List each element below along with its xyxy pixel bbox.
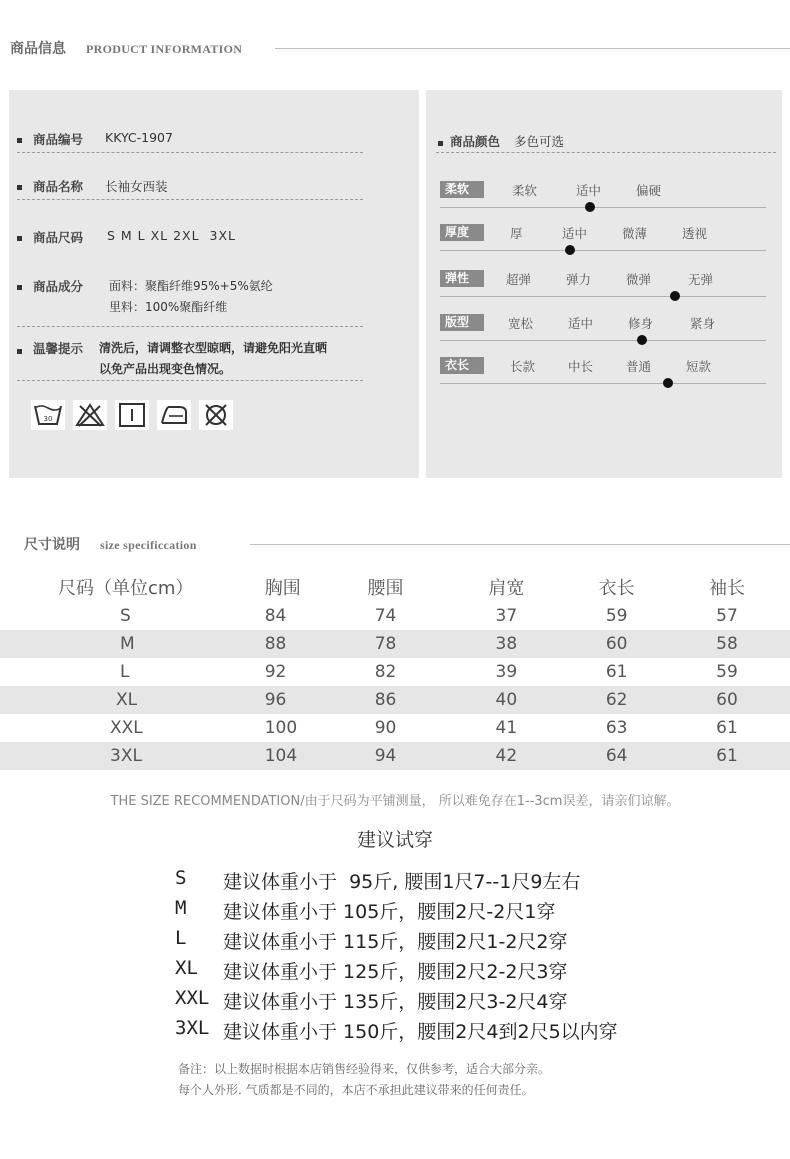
table-cell: S [0,602,265,630]
table-cell: 60 [569,630,664,658]
header-divider [275,48,790,49]
tip-label: 温馨提示 [33,341,84,356]
table-row [0,602,790,630]
table-row [0,630,790,658]
table-cell: M [0,630,265,658]
scale-option: 长款 [510,359,536,374]
recommend-item [175,957,568,987]
scale-fit [440,314,770,354]
table-cell: 64 [569,742,664,770]
code-value: KKYC-1907 [105,130,173,145]
remark-line-1: 备注：以上数据时根据本店销售经验得来，仅供参考，适合大部分亲。 [178,1062,551,1076]
table-cell: 42 [443,742,569,770]
product-info-panel [9,90,419,478]
scale-marker [670,291,680,301]
recommend-text: 建议体重小于 115斤，腰围2尺1-2尺2穿 [223,931,568,953]
bullet-icon [17,138,22,143]
recommend-size: M [175,897,187,919]
product-info-title-cn: 商品信息 [10,41,66,57]
table-cell: 57 [664,602,790,630]
scale-track [440,340,766,341]
size-label: 商品尺码 [33,230,84,245]
scale-option: 适中 [568,316,594,331]
fabric-label: 商品成分 [33,279,84,294]
bullet-icon [17,236,22,241]
table-cell: L [0,658,265,686]
recommend-item [175,867,581,897]
table-cell: 74 [328,602,444,630]
column-header: 衣长 [569,572,664,602]
scale-tag: 弹性 [440,270,484,287]
name-label: 商品名称 [33,179,84,194]
scale-option: 透视 [682,226,708,241]
size-spec-title-cn: 尺寸说明 [24,537,80,553]
tip-line-2: 以免产品出现变色情况。 [99,362,232,376]
table-cell: XL [0,686,265,714]
table-cell: 59 [569,602,664,630]
divider [17,152,363,153]
table-cell: 61 [569,658,664,686]
scale-track [440,207,766,208]
column-header: 袖长 [664,572,790,602]
recommend-text: 建议体重小于 105斤，腰围2尺-2尺1穿 [223,901,556,923]
iron-icon [157,400,191,430]
size-spec-title-en: size specificcation [100,538,197,552]
scale-track [440,250,766,251]
table-cell: 84 [265,602,328,630]
table-cell: 39 [443,658,569,686]
scale-option: 超弹 [506,272,532,287]
scale-option: 宽松 [508,316,534,331]
column-header: 尺码（单位cm） [0,572,265,602]
size-value: S M L XL 2XL 3XL [107,228,237,243]
recommend-list [175,867,618,1047]
table-cell: 59 [664,658,790,686]
table-cell: 96 [265,686,328,714]
scale-marker [585,202,595,212]
size-note: THE SIZE RECOMMENDATION/由于尺码为平铺测量， 所以难免存在1--3cm误差，请亲们谅解。 [110,794,680,809]
table-row [0,658,790,686]
scale-option: 偏硬 [636,183,662,198]
recommend-text: 建议体重小于 125斤，腰围2尺2-2尺3穿 [223,961,568,983]
scale-length [440,357,770,397]
table-cell: 100 [265,714,328,742]
recommend-item [175,1017,618,1047]
color-value: 多色可选 [514,134,565,149]
scale-marker [663,378,673,388]
product-info-title-en: PRODUCT INFORMATION [86,42,243,56]
scale-option: 微弹 [626,272,652,287]
scale-option: 普通 [626,359,652,374]
table-cell: 41 [443,714,569,742]
no-bleach-icon [73,400,107,430]
column-header: 胸围 [265,572,328,602]
tumble-dry-icon [115,400,149,430]
product-info-header [0,34,790,64]
scale-option: 适中 [562,226,588,241]
fabric-outer: 面料：聚酯纤维95%+5%氨纶 [109,279,273,293]
scale-option: 短款 [686,359,712,374]
column-header: 腰围 [328,572,444,602]
table-cell: 92 [265,658,328,686]
table-cell: 63 [569,714,664,742]
care-icons [31,400,233,430]
recommend-size: XXL [175,987,210,1009]
scale-option: 修身 [628,316,654,331]
recommend-text: 建议体重小于 150斤，腰围2尺4到2尺5以内穿 [223,1021,618,1043]
divider [17,199,363,200]
table-cell: 61 [664,714,790,742]
size-table [0,572,790,770]
fabric-lining: 里料：100%聚酯纤维 [109,300,228,314]
table-cell: 82 [328,658,444,686]
table-header-row [0,572,790,602]
recommend-size: S [175,867,187,889]
scale-option: 紧身 [690,316,716,331]
scale-tag: 柔软 [440,181,484,198]
scale-option: 微薄 [622,226,648,241]
column-header: 肩宽 [443,572,569,602]
table-row [0,686,790,714]
table-cell: 90 [328,714,444,742]
scale-marker [637,335,647,345]
bullet-icon [17,285,22,290]
name-value: 长袖女西装 [105,179,168,194]
table-cell: 86 [328,686,444,714]
recommend-text: 建议体重小于 135斤，腰围2尺3-2尺4穿 [223,991,568,1013]
table-cell: 104 [265,742,328,770]
recommend-size: 3XL [175,1017,210,1039]
scale-option: 适中 [576,183,602,198]
scale-option: 厚 [510,226,523,241]
scale-marker [565,245,575,255]
scale-track [440,383,766,384]
table-cell: 62 [569,686,664,714]
scale-elasticity [440,270,770,310]
size-spec-header [0,530,790,560]
recommend-item [175,987,568,1017]
bullet-icon [17,349,22,354]
divider [17,326,363,327]
scale-option: 中长 [568,359,594,374]
table-cell: 88 [265,630,328,658]
scale-tag: 厚度 [440,224,484,241]
bullet-icon [17,185,22,190]
recommend-size: XL [175,957,198,979]
scale-option: 弹力 [566,272,592,287]
scale-softness [440,181,770,221]
scale-tag: 衣长 [440,357,484,374]
svg-text:30: 30 [43,415,53,423]
table-cell: 94 [328,742,444,770]
fabric-feel-panel [426,90,782,478]
table-cell: XXL [0,714,265,742]
recommend-text: 建议体重小于 95斤, 腰围1尺7--1尺9左右 [223,871,581,893]
scale-track [440,296,766,297]
recommend-item [175,927,568,957]
no-dry-clean-icon [199,400,233,430]
scale-thickness [440,224,770,264]
color-label: 商品颜色 [450,134,501,149]
wash-30-icon [31,400,65,430]
table-cell: 38 [443,630,569,658]
divider [436,152,776,153]
table-cell: 78 [328,630,444,658]
header-divider [250,544,790,545]
divider [17,380,363,381]
remark-line-2: 每个人外形. 气质都是不同的，本店不承担此建议带来的任何责任。 [178,1083,534,1097]
bullet-icon [438,141,443,146]
scale-option: 无弹 [688,272,714,287]
code-label: 商品编号 [33,132,84,147]
table-cell: 40 [443,686,569,714]
table-cell: 37 [443,602,569,630]
table-cell: 61 [664,742,790,770]
recommend-title: 建议试穿 [356,829,433,851]
recommend-item [175,897,556,927]
tip-line-1: 清洗后，请调整衣型晾晒，请避免阳光直晒 [99,341,328,355]
table-row [0,714,790,742]
table-cell: 60 [664,686,790,714]
table-cell: 58 [664,630,790,658]
scale-option: 柔软 [512,183,538,198]
scale-tag: 版型 [440,314,484,331]
table-row [0,742,790,770]
table-cell: 3XL [0,742,265,770]
recommend-size: L [175,927,187,949]
